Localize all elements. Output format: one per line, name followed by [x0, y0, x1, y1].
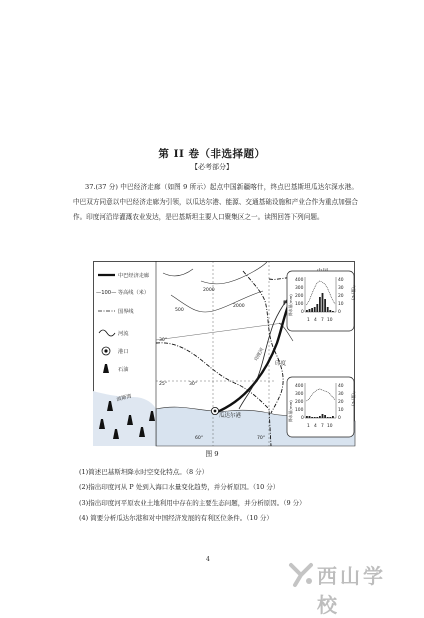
legend-corridor-label: 中巴经济走廊 [118, 273, 150, 279]
svg-text:4: 4 [314, 424, 317, 429]
map-label-contour-2000a: 2000 [203, 288, 215, 293]
svg-text:30: 30 [338, 392, 344, 397]
climate-top-temp-unit: 气温(℃) [351, 285, 356, 300]
svg-text:4: 4 [314, 318, 317, 323]
svg-text:200: 200 [295, 400, 304, 405]
climate-bottom-temp-unit: 气温(℃) [351, 391, 356, 406]
svg-text:10: 10 [338, 302, 344, 307]
svg-text:300: 300 [295, 392, 304, 397]
logo-icon [287, 559, 315, 587]
legend-contour-label: —100— 等高线（米） [96, 290, 150, 296]
svg-text:0: 0 [338, 416, 341, 421]
gwadar-port-icon [211, 407, 218, 414]
question-list [79, 465, 369, 526]
svg-text:0: 0 [338, 310, 341, 315]
svg-text:40: 40 [338, 278, 344, 283]
question-item: (1)简述巴基斯坦降水时空变化特点。（8 分） [79, 468, 209, 476]
page-number: 4 [206, 556, 210, 563]
svg-text:10: 10 [327, 424, 333, 429]
legend-border-label: 国界线 [118, 309, 134, 315]
svg-text:20: 20 [338, 294, 344, 299]
map-label-contour-500: 500 [175, 308, 184, 313]
climate-bottom-precip-unit: 降水量(mm) [288, 400, 293, 422]
figure-caption: 图 9 [205, 450, 219, 458]
watermark-logo [287, 559, 403, 617]
svg-text:400: 400 [295, 278, 304, 283]
section-subtitle: 【必考部分】 [191, 163, 233, 171]
map-label-gwadar: 瓜达尔港 [219, 413, 242, 419]
legend-oil-label: 石油 [118, 367, 129, 373]
svg-text:7: 7 [321, 318, 324, 323]
map-label-indus: 印度河 [254, 347, 266, 362]
svg-text:7: 7 [321, 424, 324, 429]
map-label-lat-30: 30° [159, 338, 168, 343]
svg-text:100: 100 [295, 408, 304, 413]
question-item: (4) 简要分析瓜达尔港和对中国经济发展的有利区位条件。（10 分） [79, 513, 273, 522]
map-figure [93, 261, 355, 446]
svg-text:400: 400 [295, 384, 304, 389]
map-label-lon-60: 60° [195, 436, 204, 441]
question-item: (2)指出印度河从 P 处到入海口水量变化趋势，并分析原因。（10 分） [79, 483, 280, 492]
section-title: 第 II 卷（非选择题） [158, 148, 266, 160]
climate-top-precip-unit: 降水量(mm) [288, 294, 293, 316]
climate-chart-bottom [287, 377, 356, 437]
svg-text:100: 100 [295, 302, 304, 307]
legend-port-label: 港口 [118, 349, 129, 355]
svg-text:10: 10 [338, 408, 344, 413]
svg-text:1: 1 [307, 318, 310, 323]
map-legend [94, 262, 156, 387]
question-item: (3)指出印度河平原农业土地利用中存在的主要生态问题，并分析原因。（9 分） [79, 498, 306, 507]
svg-text:200: 200 [295, 294, 304, 299]
svg-text:30: 30 [338, 286, 344, 291]
map-label-point-p: P [283, 300, 288, 307]
map-label-lat-30b: 30° [189, 382, 198, 387]
svg-text:0: 0 [301, 416, 304, 421]
svg-text:300: 300 [295, 286, 304, 291]
svg-text:0: 0 [301, 310, 304, 315]
map-label-india: 印度 [275, 361, 287, 367]
map-label-contour-2000b: 2000 [233, 304, 245, 309]
question-intro: 37.(37 分) 中巴经济走廊（如图 9 所示）起点中国新疆喀什，终点巴基斯坦瓜达尔深水港。中巴双方同意以中巴经济走廊为引领，以瓜达尔港、能源、交通基础设施和产业合作为重点加强合作。印度河沿岸灌溉农业发达，是巴基斯坦主要人口聚集区之一。读图回答下列问题。 [73, 183, 358, 221]
map-label-lon-70: 70° [257, 436, 266, 441]
legend-river-label: 河流 [118, 331, 129, 337]
climate-chart-top [287, 271, 356, 331]
svg-text:1: 1 [307, 424, 310, 429]
svg-text:40: 40 [338, 384, 344, 389]
svg-text:10: 10 [327, 318, 333, 323]
svg-text:20: 20 [338, 400, 344, 405]
map-label-lat-25: 25° [159, 382, 168, 387]
watermark-text: 西山学校 [317, 564, 386, 617]
map-label-persian-gulf: 波斯湾 [116, 393, 133, 403]
